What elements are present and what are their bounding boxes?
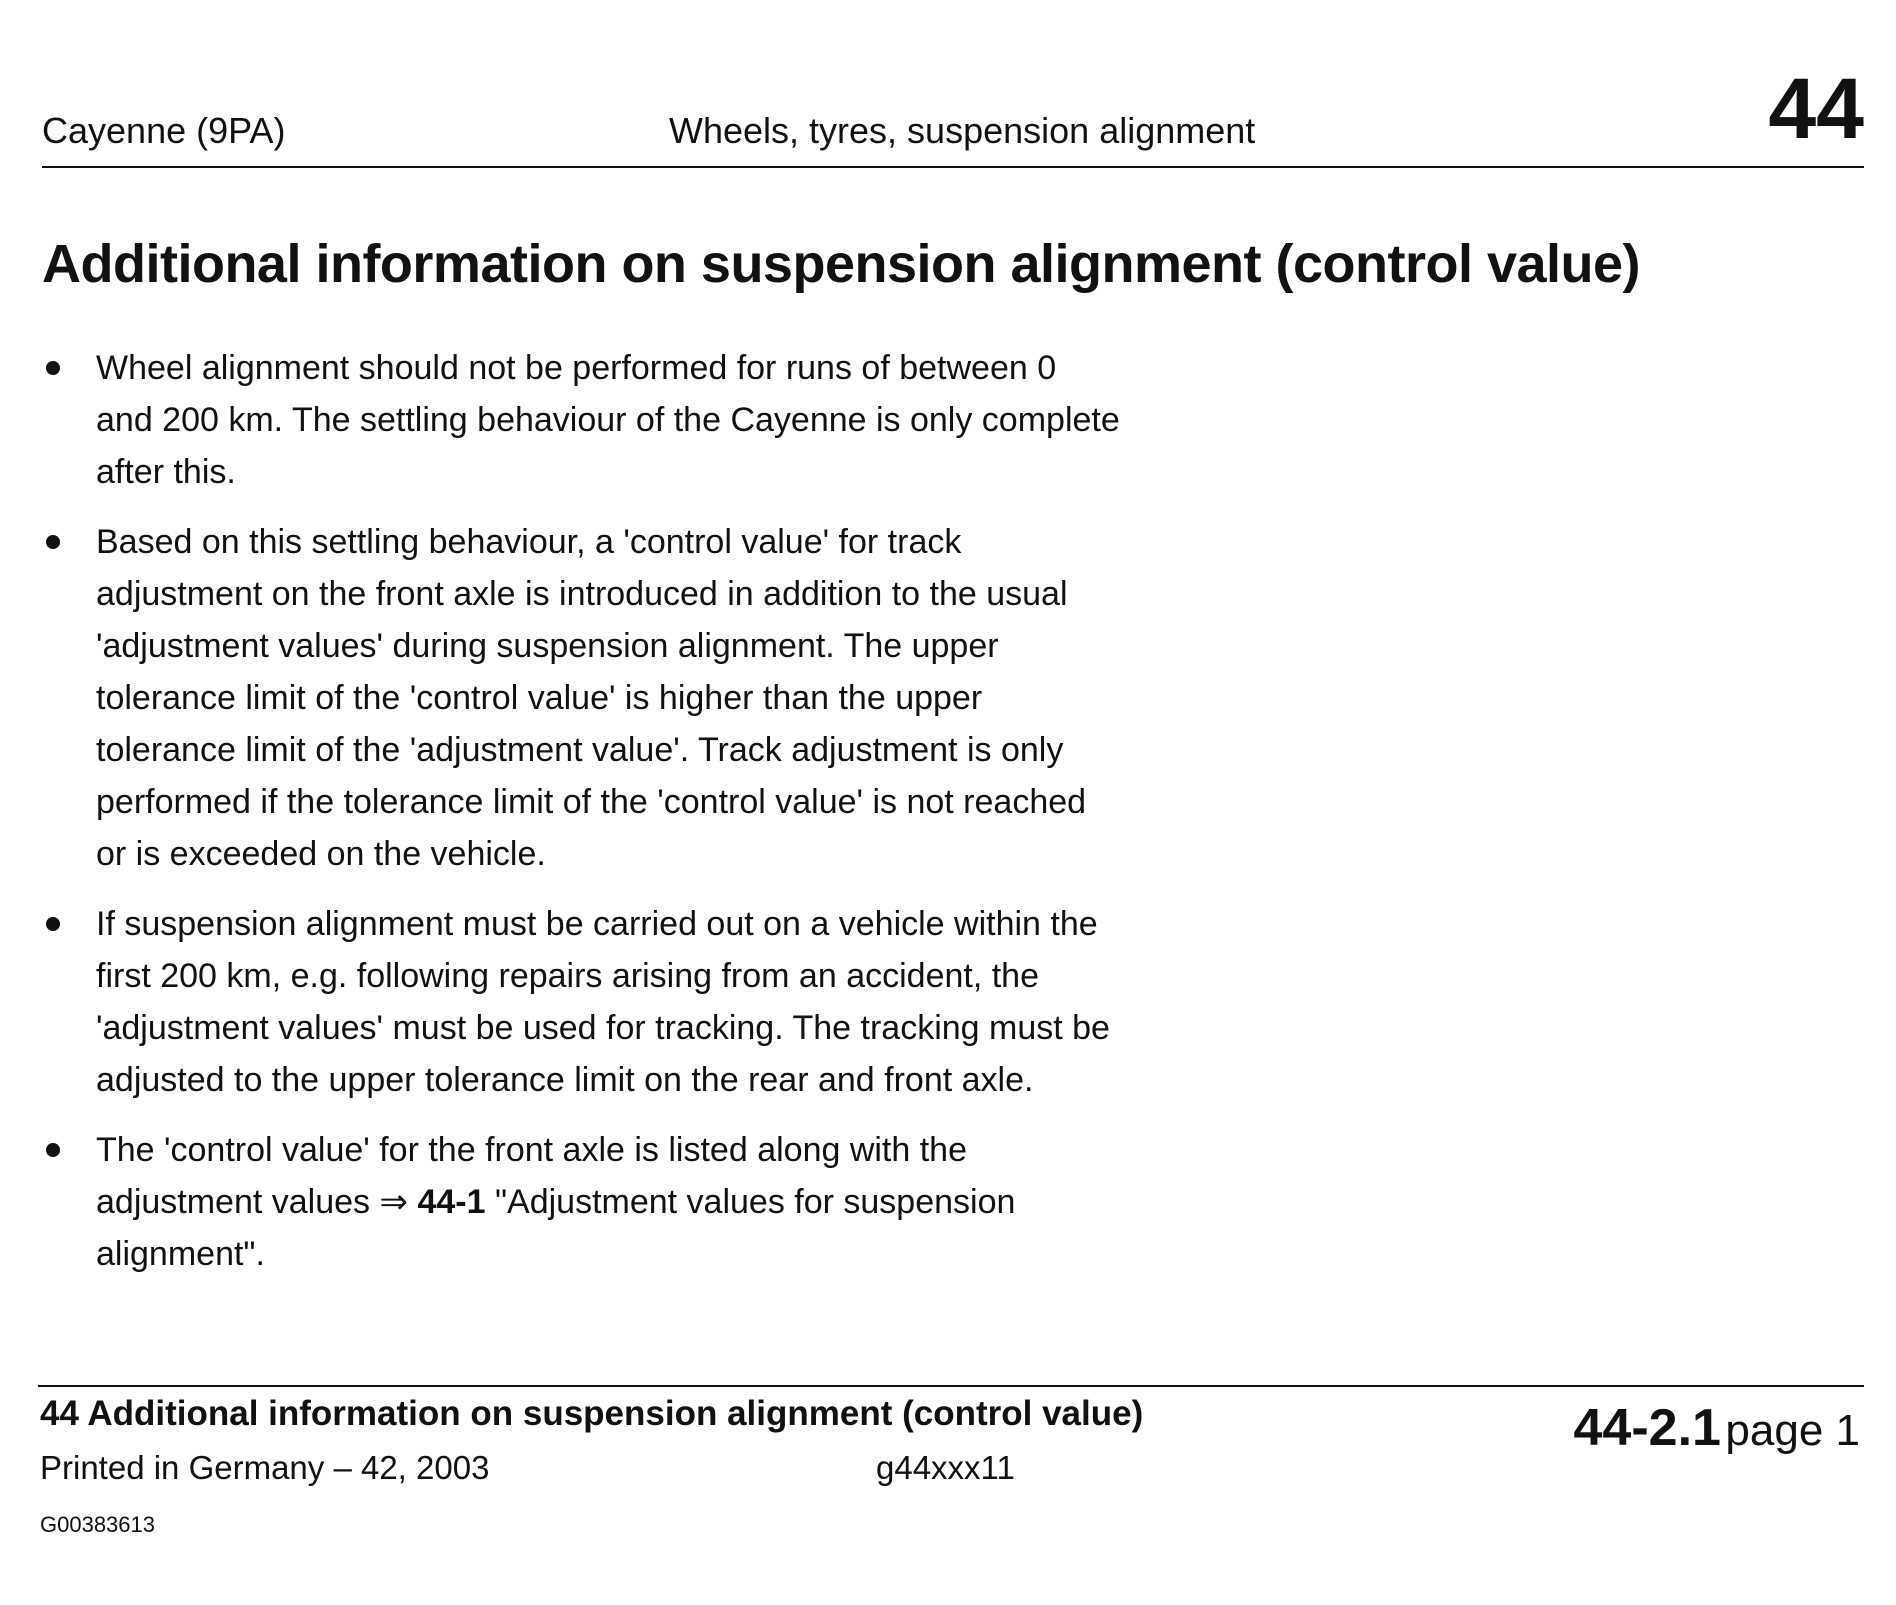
chapter-number: 44 (1768, 61, 1864, 157)
bullet-text: If suspension alignment must be carried out on a vehicle within the first 200 km, e.g. following repairs arising from an accident, the 'adjustment values' must be used for tracking. The tracking must be adjusted to the upper tolerance limit on the rear and front axle. (96, 905, 1110, 1099)
bullet-icon (46, 1143, 60, 1157)
footer-divider (38, 1385, 1864, 1387)
bullet-text-before: The 'control value' for the front axle is listed along with the adjustment values ⇒ (96, 1131, 968, 1221)
document-id: G00383613 (40, 1512, 155, 1537)
bullet-icon (46, 917, 60, 931)
bullet-icon (46, 361, 60, 375)
header-topic: Wheels, tyres, suspension alignment (669, 110, 1256, 151)
main-content (42, 342, 1122, 1298)
bullet-text (96, 1124, 1122, 1280)
cross-reference-link[interactable]: 44-1 (417, 1183, 486, 1221)
footer-title: 44 Additional information on suspension alignment (control value) (40, 1394, 1144, 1433)
page-label: page 1 (1725, 1406, 1860, 1455)
page-header (42, 61, 1864, 168)
bullet-text: Based on this settling behaviour, a 'control value' for track adjustment on the front axle is introduced in addition to the usual 'adjustment values' during suspension alignment. The upper tolerance limit of the 'control value' is higher than the upper tolerance limit of the 'adjustment value'. Track adjustment is only performed if the tolerance limit of the 'control value' is not reached or is exceeded on the vehicle. (96, 523, 1087, 873)
bullet-item (42, 516, 1122, 880)
bullet-item (42, 898, 1122, 1106)
bullet-icon (46, 535, 60, 549)
bullet-list (42, 342, 1122, 1280)
vehicle-model: Cayenne (9PA) (42, 110, 286, 151)
bullet-text: Wheel alignment should not be performed for runs of between 0 and 200 km. The settling behaviour of the Cayenne is only complete after this. (96, 349, 1120, 491)
bullet-text-after: "Adjustment values for suspension alignment". (96, 1183, 1016, 1273)
document-code: g44xxx11 (876, 1449, 1015, 1486)
page-number: 44-2.1 (1573, 1399, 1721, 1457)
print-info: Printed in Germany – 42, 2003 (40, 1449, 490, 1486)
page-reference (1573, 1399, 1860, 1457)
page-title: Additional information on suspension alignment (control value) (42, 234, 1641, 294)
bullet-item (42, 342, 1122, 498)
bullet-item (42, 1124, 1122, 1280)
